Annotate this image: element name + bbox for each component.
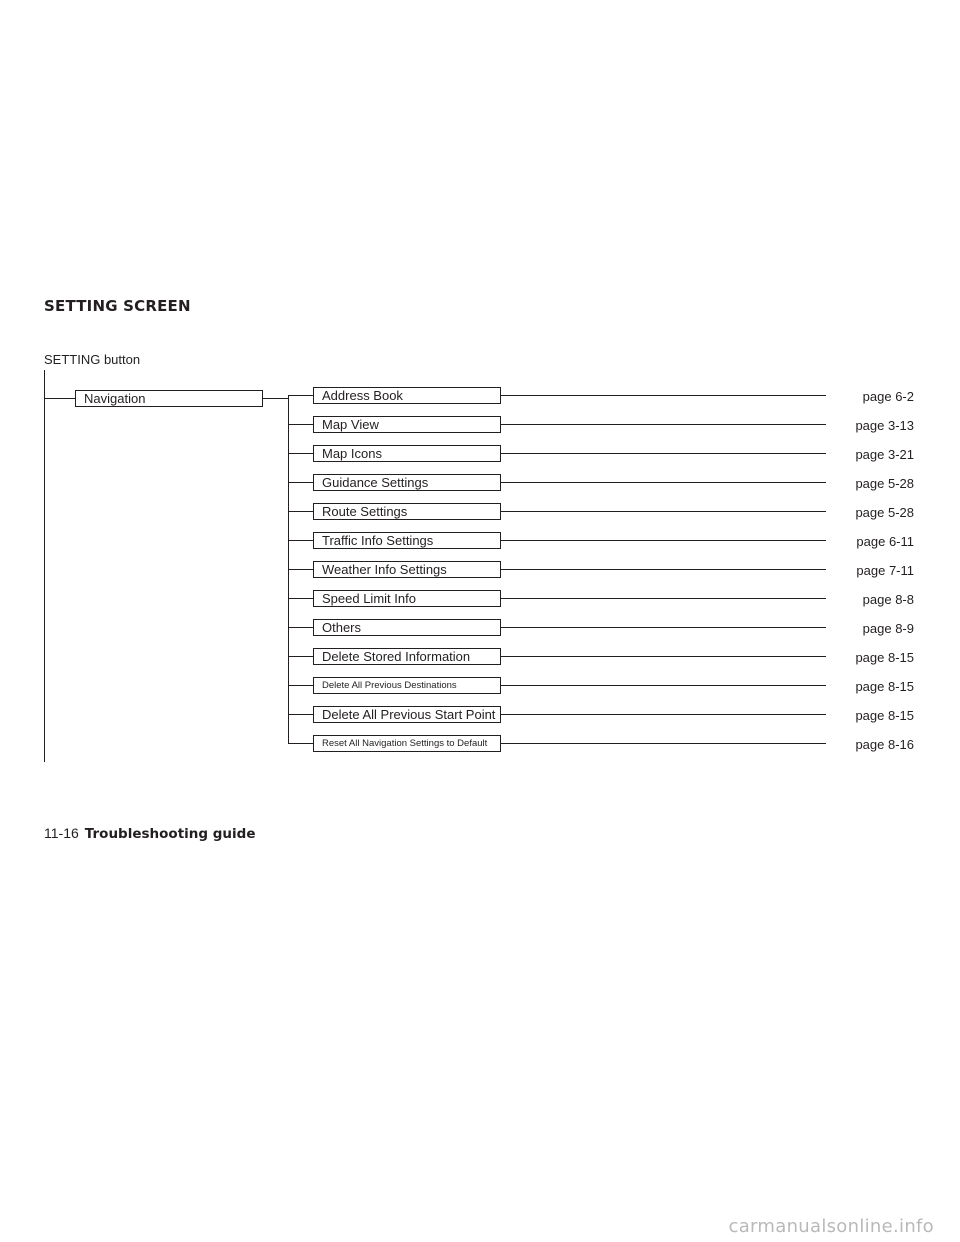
navigation-connector	[44, 398, 75, 399]
leader-line	[501, 540, 826, 541]
item-connector	[288, 424, 313, 425]
leader-line	[501, 627, 826, 628]
leader-line	[501, 685, 826, 686]
leader-line	[501, 453, 826, 454]
page-reference: page 5-28	[855, 476, 914, 491]
setting-item-box: Delete Stored Information	[313, 648, 501, 665]
section-title: Troubleshooting guide	[84, 826, 256, 842]
item-connector	[288, 482, 313, 483]
setting-item-box: Speed Limit Info	[313, 590, 501, 607]
setting-item-box: Weather Info Settings	[313, 561, 501, 578]
leader-line	[501, 569, 826, 570]
item-connector	[288, 656, 313, 657]
page-reference: page 8-16	[855, 737, 914, 752]
page-reference: page 8-9	[862, 621, 914, 636]
navigation-branch-connector	[263, 398, 288, 399]
page-reference: page 3-21	[855, 447, 914, 462]
page-reference: page 6-11	[856, 534, 914, 549]
item-connector	[288, 511, 313, 512]
item-connector	[288, 685, 313, 686]
leader-line	[501, 424, 826, 425]
leader-line	[501, 482, 826, 483]
item-connector	[288, 598, 313, 599]
item-connector	[288, 395, 313, 396]
setting-item-box: Map View	[313, 416, 501, 433]
page-reference: page 3-13	[855, 418, 914, 433]
leader-line	[501, 395, 826, 396]
page-footer	[44, 825, 255, 842]
leader-line	[501, 714, 826, 715]
leader-line	[501, 511, 826, 512]
item-connector	[288, 714, 313, 715]
watermark: carmanualsonline.info	[728, 1216, 934, 1237]
leader-line	[501, 743, 826, 744]
leader-line	[501, 656, 826, 657]
section-heading: SETTING SCREEN	[44, 297, 191, 315]
setting-item-box: Delete All Previous Destinations	[313, 677, 501, 694]
item-connector	[288, 627, 313, 628]
setting-item-box: Delete All Previous Start Point	[313, 706, 501, 723]
item-connector	[288, 743, 313, 744]
root-label: SETTING button	[44, 352, 141, 367]
setting-item-box: Address Book	[313, 387, 501, 404]
page-reference: page 7-11	[856, 563, 914, 578]
page-reference: page 6-2	[862, 389, 914, 404]
setting-item-box: Reset All Navigation Settings to Default	[313, 735, 501, 752]
setting-item-box: Traffic Info Settings	[313, 532, 501, 549]
page-number: 11-16	[44, 825, 79, 841]
page-reference: page 8-8	[862, 592, 914, 607]
setting-item-box: Route Settings	[313, 503, 501, 520]
setting-item-box: Guidance Settings	[313, 474, 501, 491]
page-reference: page 5-28	[855, 505, 914, 520]
leader-line	[501, 598, 826, 599]
page-reference: page 8-15	[855, 679, 914, 694]
item-connector	[288, 540, 313, 541]
setting-item-box: Others	[313, 619, 501, 636]
navigation-box: Navigation	[75, 390, 263, 407]
item-connector	[288, 453, 313, 454]
page-reference: page 8-15	[855, 650, 914, 665]
item-connector	[288, 569, 313, 570]
tree-trunk-line	[44, 370, 45, 762]
page-reference: page 8-15	[855, 708, 914, 723]
setting-item-box: Map Icons	[313, 445, 501, 462]
